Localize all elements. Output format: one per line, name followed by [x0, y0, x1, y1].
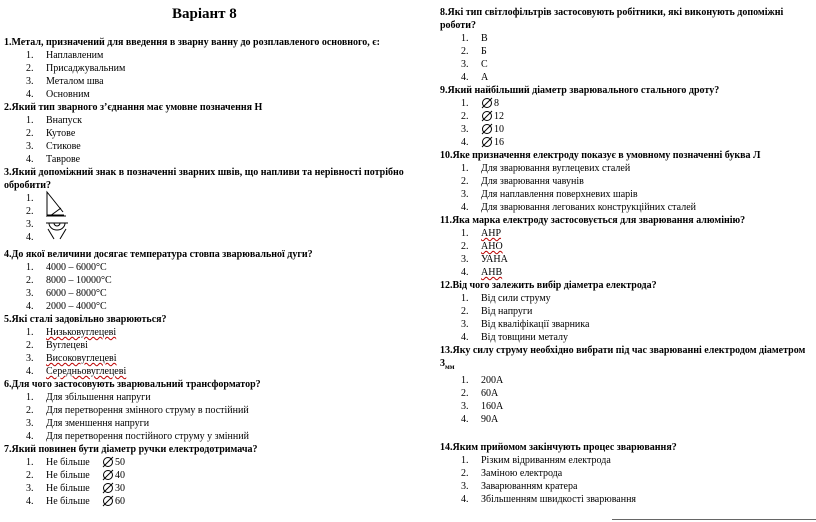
option[interactable]: [440, 305, 815, 318]
option[interactable]: [4, 391, 424, 404]
question-10: [440, 149, 815, 214]
option-text: Високовуглецеві: [46, 353, 117, 364]
option-text: Б: [481, 46, 487, 57]
question-text: 4.До якої величини досягає температура стовпа зварювальної дуги?: [4, 249, 313, 260]
question-text: 5.Які сталі задовільно зварюються?: [4, 314, 167, 325]
option-text: Низьковуглецеві: [46, 327, 117, 338]
option-text: Для збільшення напруги: [46, 392, 151, 403]
option-text: Для наплавлення поверхневих шарів: [481, 189, 638, 200]
option-text: Металом шва: [46, 76, 104, 87]
weld-concave-symbol-icon: [44, 227, 70, 241]
question-6: [4, 378, 424, 443]
option-number: 2.: [26, 405, 34, 416]
option[interactable]: [4, 88, 424, 101]
option-text: Вуглецеві: [46, 340, 88, 351]
question-8: [440, 6, 815, 84]
option-text: Кутове: [46, 128, 76, 139]
option-number: 3.: [26, 219, 34, 230]
option-number: 4.: [461, 267, 469, 278]
diameter-icon: [481, 123, 493, 135]
option-number: 3.: [26, 141, 34, 152]
option-text: Заварюванням кратера: [481, 481, 578, 492]
option-text: А: [481, 72, 489, 83]
option[interactable]: [440, 45, 815, 58]
option[interactable]: [4, 365, 424, 378]
option[interactable]: [440, 400, 815, 413]
option-number: 4.: [461, 137, 469, 148]
option-number: 2.: [26, 128, 34, 139]
option[interactable]: [4, 430, 424, 443]
option[interactable]: [4, 339, 424, 352]
option[interactable]: [440, 318, 815, 331]
option[interactable]: [4, 417, 424, 430]
question-11: [440, 214, 815, 279]
option-number: 2.: [26, 206, 34, 217]
option-number: 2.: [26, 275, 34, 286]
option-text: Різким відриванням електрода: [481, 455, 611, 466]
option-number: 4.: [26, 301, 34, 312]
option[interactable]: [440, 175, 815, 188]
option-text: 4000 – 6000°С: [46, 262, 107, 273]
question-text: 11.Яка марка електроду застосовується для зварювання алюмінію?: [440, 215, 746, 226]
option[interactable]: [440, 292, 815, 305]
option-text: 12: [494, 111, 504, 122]
option-number: 4.: [461, 202, 469, 213]
option[interactable]: [4, 326, 424, 339]
option-number: 2.: [26, 340, 34, 351]
option[interactable]: [4, 287, 424, 300]
option[interactable]: [4, 192, 424, 205]
question-3: [4, 166, 424, 244]
option-number: 1.: [26, 50, 34, 61]
option-number: 2.: [26, 63, 34, 74]
option-text: Заміною електрода: [481, 468, 563, 479]
left-column: [4, 36, 424, 508]
option[interactable]: [4, 352, 424, 365]
question-9: [440, 84, 815, 149]
option-text: Від товщини металу: [481, 332, 569, 343]
option-number: 2.: [461, 176, 469, 187]
option-number: 3.: [461, 319, 469, 330]
option-number: 2.: [461, 111, 469, 122]
diameter-icon: [102, 456, 114, 468]
question-text: [440, 344, 815, 374]
option-text: АНВ: [481, 267, 503, 278]
diameter-icon: [481, 136, 493, 148]
option-text: 6000 – 8000°С: [46, 288, 107, 299]
option-number: 4.: [26, 89, 34, 100]
option-number: 3.: [26, 353, 34, 364]
option-text: 8: [494, 98, 499, 109]
option-text: Для зварювання чавунів: [481, 176, 584, 187]
option-number: 1.: [461, 375, 469, 386]
option[interactable]: [4, 114, 424, 127]
option-text: Збільшенням швидкості зварювання: [481, 494, 637, 505]
option-text: Не більше: [46, 470, 90, 481]
option[interactable]: [440, 227, 815, 240]
option-number: 1.: [461, 228, 469, 239]
option[interactable]: [440, 32, 815, 45]
option[interactable]: [4, 482, 424, 495]
option-number: 3.: [461, 124, 469, 135]
right-column: [440, 6, 815, 506]
question-text: 3.Який допоміжний знак в позначенні зварних швів, що напливи та нерівності потрібно обробити?: [4, 167, 404, 191]
option[interactable]: [440, 454, 815, 467]
option[interactable]: [440, 123, 815, 136]
option-text: Наплавленим: [46, 50, 104, 61]
option-number: 1.: [26, 457, 34, 468]
option-number: 1.: [461, 163, 469, 174]
option-number: 3.: [461, 254, 469, 265]
question-text: 14.Яким прийомом закінчують процес зварювання?: [440, 442, 677, 453]
option-number: 1.: [461, 293, 469, 304]
question-text: 6.Для чого застосовують зварювальний трансформатор?: [4, 379, 261, 390]
option-number: 4.: [26, 496, 34, 507]
option[interactable]: [4, 404, 424, 417]
option[interactable]: [440, 413, 815, 426]
option-text: Не більше: [46, 496, 90, 507]
option-number: 4.: [461, 332, 469, 343]
option-number: 1.: [26, 327, 34, 338]
question-text: 8.Які тип світлофільтрів застосовують робітники, які виконують допоміжні роботи?: [440, 7, 784, 31]
question-main-text: 13.Яку силу струму необхідно вибрати під час зварюванні електродом діаметром 3: [440, 345, 806, 369]
option[interactable]: [4, 127, 424, 140]
option-text: 2000 – 4000°С: [46, 301, 107, 312]
option-text: Від кваліфікації зварника: [481, 319, 590, 330]
option-value: 30: [115, 483, 125, 494]
option-value: 60: [115, 496, 125, 507]
option-text: 10: [494, 124, 504, 135]
question-1: [4, 36, 424, 101]
option-number: 3.: [26, 418, 34, 429]
option-text: Середньовуглецеві: [46, 366, 127, 377]
question-text: 1.Метал, призначений для введення в зварну ванну до розплавленого основного, є:: [4, 37, 380, 48]
option[interactable]: [4, 140, 424, 153]
option-number: 4.: [461, 72, 469, 83]
option[interactable]: [4, 231, 424, 244]
question-subscript: мм: [445, 363, 455, 371]
option-text: Від сили струму: [481, 293, 551, 304]
option[interactable]: [440, 266, 815, 279]
option-text: Стикове: [46, 141, 81, 152]
option[interactable]: [4, 469, 424, 482]
option-text: 8000 – 10000°С: [46, 275, 112, 286]
option[interactable]: [440, 110, 815, 123]
diameter-icon: [481, 110, 493, 122]
option-number: 4.: [461, 494, 469, 505]
option-number: 1.: [461, 33, 469, 44]
question-5: [4, 313, 424, 378]
option[interactable]: [440, 71, 815, 84]
option-text: Для перетворення постійного струму у змінний: [46, 431, 249, 442]
option-number: 3.: [26, 76, 34, 87]
option[interactable]: [440, 467, 815, 480]
option[interactable]: [440, 374, 815, 387]
option-text: 200А: [481, 375, 504, 386]
option-number: 2.: [26, 470, 34, 481]
option-text: 160А: [481, 401, 504, 412]
variant-title: Варіант 8: [172, 6, 237, 22]
option-value: 50: [115, 457, 125, 468]
option-number: 4.: [26, 232, 34, 243]
option-number: 1.: [26, 392, 34, 403]
option[interactable]: [4, 261, 424, 274]
option[interactable]: [440, 162, 815, 175]
option[interactable]: [440, 331, 815, 344]
question-text: 12.Від чого залежить вибір діаметра електрода?: [440, 280, 657, 291]
question-text: 10.Яке призначення електроду показує в умовному позначенні буква Л: [440, 150, 761, 161]
option-text: Присаджувальним: [46, 63, 126, 74]
diameter-icon: [102, 495, 114, 507]
option-number: 4.: [461, 414, 469, 425]
option-text: 16: [494, 137, 504, 148]
option[interactable]: [4, 274, 424, 287]
option-number: 3.: [26, 483, 34, 494]
option-number: 2.: [461, 241, 469, 252]
option-text: Не більше: [46, 457, 90, 468]
option[interactable]: [4, 153, 424, 166]
option-text: Внапуск: [46, 115, 82, 126]
diameter-icon: [102, 469, 114, 481]
question-text: 9.Який найбільший діаметр зварювального стального дроту?: [440, 85, 720, 96]
option-text: 90А: [481, 414, 499, 425]
option-number: 3.: [26, 288, 34, 299]
option-number: 2.: [461, 468, 469, 479]
option[interactable]: [440, 97, 815, 110]
option-text: Таврове: [46, 154, 81, 165]
option-number: 4.: [26, 431, 34, 442]
option-number: 1.: [26, 262, 34, 273]
option-text: Для зменшення напруги: [46, 418, 150, 429]
option-text: В: [481, 33, 488, 44]
question-13: [440, 344, 815, 426]
option[interactable]: [4, 75, 424, 88]
option-number: 1.: [26, 193, 34, 204]
option[interactable]: [440, 493, 815, 506]
option[interactable]: [440, 240, 815, 253]
option-text: Від напруги: [481, 306, 533, 317]
option-number: 3.: [461, 189, 469, 200]
option-text: УАНА: [481, 254, 508, 265]
page-edge-line: [612, 519, 816, 520]
question-7: [4, 443, 424, 508]
option[interactable]: [4, 49, 424, 62]
question-2: [4, 101, 424, 166]
question-text: 7.Який повинен бути діаметр ручки електродотримача?: [4, 444, 258, 455]
option[interactable]: [4, 300, 424, 313]
option[interactable]: [440, 201, 815, 214]
option-number: 1.: [26, 115, 34, 126]
option[interactable]: [4, 495, 424, 508]
option-text: Основним: [46, 89, 90, 100]
option[interactable]: [440, 136, 815, 149]
option[interactable]: [4, 456, 424, 469]
question-4: [4, 248, 424, 313]
diameter-icon: [102, 482, 114, 494]
option-number: 3.: [461, 401, 469, 412]
option-text: Для зварювання легованих конструкційних сталей: [481, 202, 696, 213]
question-text: 2.Який тип зварного з’єднання має умовне позначення Н: [4, 102, 263, 113]
question-14: [440, 441, 815, 506]
option[interactable]: [440, 58, 815, 71]
option-text: Для перетворення змінного струму в постійний: [46, 405, 249, 416]
option-number: 3.: [461, 481, 469, 492]
option-number: 2.: [461, 46, 469, 57]
option-number: 2.: [461, 388, 469, 399]
option[interactable]: [440, 387, 815, 400]
option-text: АНР: [481, 228, 502, 239]
diameter-icon: [481, 97, 493, 109]
option-number: 4.: [26, 154, 34, 165]
option-number: 4.: [26, 366, 34, 377]
option[interactable]: [440, 253, 815, 266]
option-number: 1.: [461, 98, 469, 109]
option-number: 3.: [461, 59, 469, 70]
option-text: С: [481, 59, 488, 70]
option[interactable]: [440, 480, 815, 493]
question-12: [440, 279, 815, 344]
option-number: 1.: [461, 455, 469, 466]
option-text: Не більше: [46, 483, 90, 494]
option-number: 2.: [461, 306, 469, 317]
option-value: 40: [115, 470, 125, 481]
option[interactable]: [440, 188, 815, 201]
option-text: 60А: [481, 388, 499, 399]
option-text: Для зварювання вуглецевих сталей: [481, 163, 631, 174]
option[interactable]: [4, 62, 424, 75]
option-text: АНО: [481, 241, 503, 252]
